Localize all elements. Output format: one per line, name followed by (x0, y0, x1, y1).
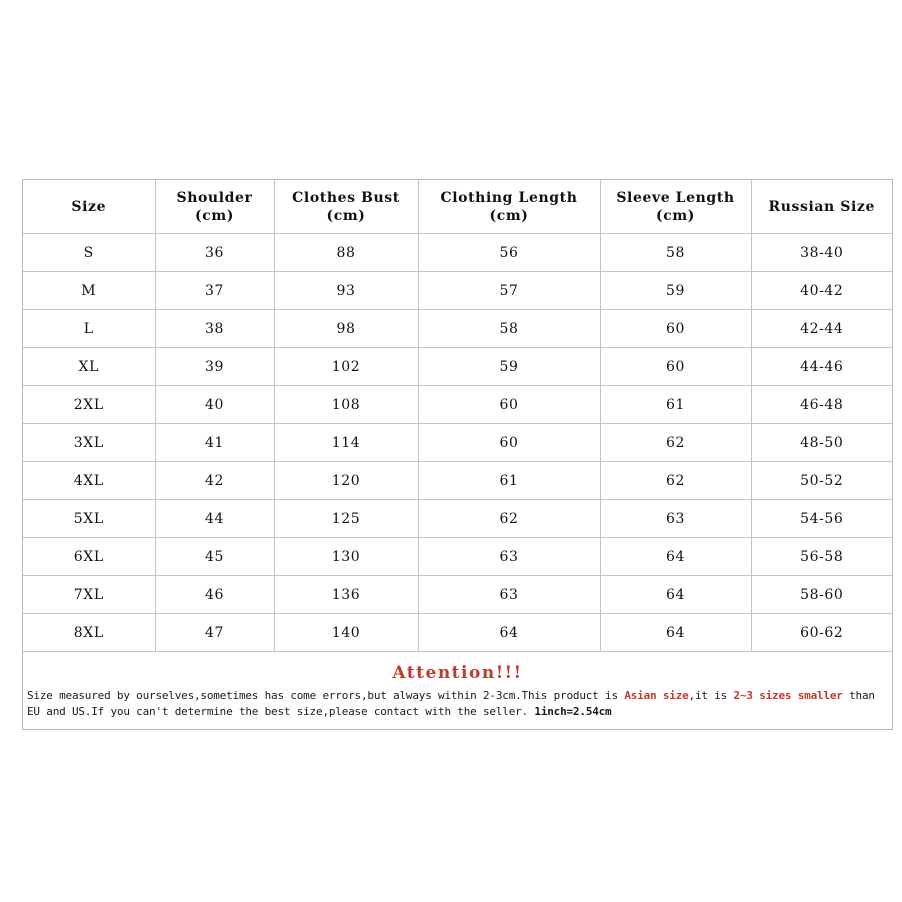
cell-size: 5XL (23, 500, 155, 538)
cell-size: S (23, 234, 155, 272)
table-row (23, 500, 892, 538)
attention-title: Attention!!! (392, 663, 523, 683)
table-row (23, 348, 892, 386)
cell-russian-size: 46-48 (751, 386, 892, 424)
cell-clothing-length: 60 (418, 386, 600, 424)
cell-sleeve-length: 61 (600, 386, 751, 424)
cell-clothing-length: 58 (418, 310, 600, 348)
cell-size: L (23, 310, 155, 348)
cell-shoulder: 45 (155, 538, 274, 576)
notice-text-part: ,it is (688, 689, 734, 702)
table-row (23, 576, 892, 614)
cell-clothing-length: 63 (418, 576, 600, 614)
header-shoulder: Shoulder (cm) (155, 180, 274, 234)
attention-notice (23, 652, 892, 730)
header-sleeve-length: Sleeve Length (cm) (600, 180, 751, 234)
cell-sleeve-length: 60 (600, 348, 751, 386)
table-row (23, 272, 892, 310)
cell-russian-size: 60-62 (751, 614, 892, 652)
header-clothing-length: Clothing Length (cm) (418, 180, 600, 234)
cell-clothing-length: 61 (418, 462, 600, 500)
table-row (23, 386, 892, 424)
cell-russian-size: 44-46 (751, 348, 892, 386)
cell-shoulder: 44 (155, 500, 274, 538)
table-row (23, 462, 892, 500)
header-unit: (cm) (195, 207, 234, 224)
cell-sleeve-length: 63 (600, 500, 751, 538)
cell-sleeve-length: 62 (600, 462, 751, 500)
cell-clothing-length: 64 (418, 614, 600, 652)
table-header (23, 180, 892, 234)
header-russian-size: Russian Size (751, 180, 892, 234)
notice-text (23, 684, 892, 720)
asian-size-highlight: Asian size (624, 689, 689, 702)
cell-sleeve-length: 59 (600, 272, 751, 310)
cell-shoulder: 46 (155, 576, 274, 614)
cell-size: 7XL (23, 576, 155, 614)
cell-clothes-bust: 93 (274, 272, 418, 310)
cell-clothes-bust: 114 (274, 424, 418, 462)
cell-shoulder: 42 (155, 462, 274, 500)
cell-size: 3XL (23, 424, 155, 462)
header-unit: (cm) (489, 207, 529, 224)
cell-clothing-length: 63 (418, 538, 600, 576)
cell-russian-size: 48-50 (751, 424, 892, 462)
cell-clothes-bust: 136 (274, 576, 418, 614)
cell-shoulder: 41 (155, 424, 274, 462)
cell-sleeve-length: 64 (600, 576, 751, 614)
header-unit: (cm) (326, 207, 366, 224)
cell-shoulder: 38 (155, 310, 274, 348)
table-row (23, 538, 892, 576)
cell-sleeve-length: 60 (600, 310, 751, 348)
header-row (23, 180, 892, 234)
cell-russian-size: 58-60 (751, 576, 892, 614)
cell-sleeve-length: 62 (600, 424, 751, 462)
header-clothes-bust: Clothes Bust (cm) (274, 180, 418, 234)
table-row (23, 424, 892, 462)
cell-clothing-length: 56 (418, 234, 600, 272)
table-row (23, 310, 892, 348)
cell-clothes-bust: 130 (274, 538, 418, 576)
header-size: Size (23, 180, 155, 234)
header-unit: (cm) (656, 207, 695, 224)
cell-russian-size: 54-56 (751, 500, 892, 538)
cell-size: XL (23, 348, 155, 386)
table-row (23, 614, 892, 652)
cell-clothes-bust: 120 (274, 462, 418, 500)
cell-clothing-length: 62 (418, 500, 600, 538)
cell-size: M (23, 272, 155, 310)
cell-clothing-length: 59 (418, 348, 600, 386)
smaller-highlight: 2~3 sizes smaller (733, 689, 843, 702)
cell-clothing-length: 57 (418, 272, 600, 310)
cell-size: 4XL (23, 462, 155, 500)
table-row (23, 234, 892, 272)
size-chart (22, 179, 893, 730)
cell-sleeve-length: 64 (600, 538, 751, 576)
notice-text-part: Size measured by ourselves,sometimes has come errors,but always within 2-3cm.This product is (27, 689, 625, 702)
cell-sleeve-length: 64 (600, 614, 751, 652)
cell-shoulder: 36 (155, 234, 274, 272)
cell-shoulder: 47 (155, 614, 274, 652)
cell-size: 6XL (23, 538, 155, 576)
cell-clothes-bust: 140 (274, 614, 418, 652)
notice-text-part: than EU and US.If you can't determine the best size,please contact with the seller. (27, 689, 875, 718)
cell-russian-size: 56-58 (751, 538, 892, 576)
cell-clothing-length: 60 (418, 424, 600, 462)
inch-conversion: 1inch=2.54cm (534, 705, 612, 718)
cell-shoulder: 37 (155, 272, 274, 310)
cell-clothes-bust: 108 (274, 386, 418, 424)
cell-clothes-bust: 125 (274, 500, 418, 538)
cell-russian-size: 42-44 (751, 310, 892, 348)
cell-size: 8XL (23, 614, 155, 652)
cell-size: 2XL (23, 386, 155, 424)
cell-shoulder: 40 (155, 386, 274, 424)
cell-clothes-bust: 88 (274, 234, 418, 272)
cell-russian-size: 40-42 (751, 272, 892, 310)
table-body (23, 234, 892, 652)
cell-sleeve-length: 58 (600, 234, 751, 272)
size-table (23, 180, 892, 652)
cell-clothes-bust: 98 (274, 310, 418, 348)
cell-clothes-bust: 102 (274, 348, 418, 386)
cell-shoulder: 39 (155, 348, 274, 386)
cell-russian-size: 38-40 (751, 234, 892, 272)
cell-russian-size: 50-52 (751, 462, 892, 500)
